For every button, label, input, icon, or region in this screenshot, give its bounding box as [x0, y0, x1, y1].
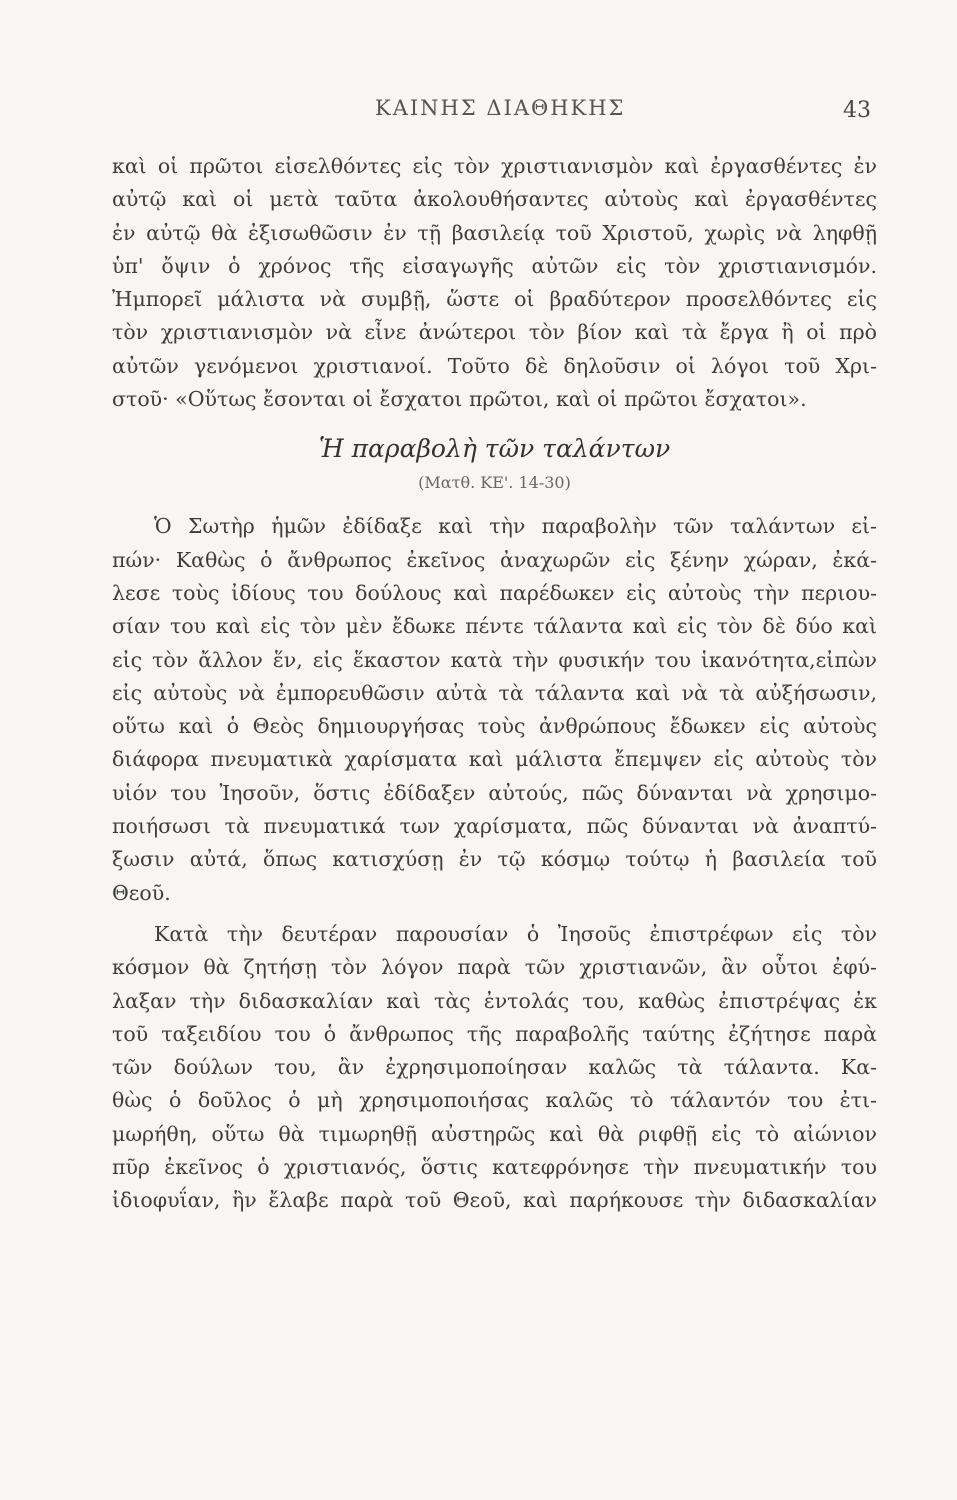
text-line: τοῦ ταξειδίου του ὁ ἄνθρωπος τῆς παραβολῆς ταύτης ἐζήτησε παρὰ — [112, 1021, 877, 1046]
text-line: Ἠμπορεῖ μάλιστα νὰ συμβῇ, ὥστε οἱ βραδύτερον προσελθόντες εἰς — [112, 287, 877, 312]
text-line: πῦρ ἐκεῖνος ὁ χριστιανός, ὅστις κατεφρόνησε τὴν πνευματικήν του — [112, 1155, 877, 1180]
text-line: σίαν του καὶ εἰς τὸν μὲν ἔδωκε πέντε τάλαντα καὶ εἰς τὸν δὲ δύο καὶ — [112, 614, 877, 639]
text-line: Θεοῦ. — [112, 880, 171, 905]
paragraph-1 — [112, 150, 877, 416]
section-heading: Ἡ παραβολὴ τῶν ταλάντων — [318, 434, 671, 464]
paragraph-2 — [112, 510, 877, 910]
text-line: μωρήθη, οὕτω θὰ τιμωρηθῇ αὐστηρῶς καὶ θὰ ριφθῇ εἰς τὸ αἰώνιον — [112, 1121, 877, 1146]
paragraph-3 — [112, 918, 877, 1218]
paragraph-gap — [112, 910, 877, 918]
body-text — [112, 150, 877, 1218]
text-line: ποιήσωσι τὰ πνευματικά των χαρίσματα, πῶς δύνανται νὰ ἀναπτύ- — [112, 814, 877, 839]
text-line: ὑπ' ὄψιν ὁ χρόνος τῆς εἰσαγωγῆς αὐτῶν εἰς τὸν χριστιανισμόν. — [112, 253, 877, 278]
running-title: ΚΑΙΝΗΣ ΔΙΑΘΗΚΗΣ — [375, 96, 626, 120]
text-line: Κατὰ τὴν δευτέραν παρουσίαν ὁ Ἰησοῦς ἐπιστρέφων εἰς τὸν — [154, 921, 877, 946]
text-line: ἐν αὐτῷ θὰ ἐξισωθῶσιν ἐν τῇ βασιλείᾳ τοῦ Χριστοῦ, χωρὶς νὰ ληφθῇ — [112, 220, 877, 245]
text-line: αὐτῷ καὶ οἱ μετὰ ταῦτα ἀκολουθήσαντες αὐτοὺς καὶ ἐργασθέντες — [112, 187, 877, 212]
text-line: κόσμον θὰ ζητήσῃ τὸν λόγον παρὰ τῶν χριστιανῶν, ἂν οὗτοι ἐφύ- — [112, 955, 877, 980]
text-line: αὐτῶν γενόμενοι χριστιανοί. Τοῦτο δὲ δηλοῦσιν οἱ λόγοι τοῦ Χρι- — [112, 353, 877, 378]
text-line: διάφορα πνευματικὰ χαρίσματα καὶ μάλιστα ἔπεμψεν εἰς αὐτοὺς τὸν — [112, 747, 877, 772]
text-line: καὶ οἱ πρῶτοι εἰσελθόντες εἰς τὸν χριστιανισμὸν καὶ ἐργασθέντες ἐν — [112, 154, 877, 178]
text-line: υἱόν του Ἰησοῦν, ὅστις ἐδίδαξεν αὐτούς, πῶς δύνανται νὰ χρησιμο- — [112, 780, 877, 805]
text-line: πών· Καθὼς ὁ ἄνθρωπος ἐκεῖνος ἀναχωρῶν εἰς ξένην χώραν, ἐκά- — [112, 547, 877, 572]
text-line: εἰς τὸν ἄλλον ἕν, εἰς ἕκαστον κατὰ τὴν φυσικήν του ἱκανότητα,εἰπὼν — [112, 647, 877, 672]
text-line: τὸν χριστιανισμὸν νὰ εἶνε ἀνώτεροι τὸν βίον καὶ τὰ ἔργα ἢ οἱ πρὸ — [112, 320, 877, 345]
text-line: λεσε τοὺς ἰδίους του δούλους καὶ παρέδωκεν εἰς αὐτοὺς τὴν περιου- — [112, 580, 877, 605]
page-number: 43 — [843, 98, 871, 123]
text-line: εἰς αὐτοὺς νὰ ἐμπορευθῶσιν αὐτὰ τὰ τάλαντα καὶ νὰ τὰ αὐξήσωσιν, — [112, 680, 877, 705]
text-line: Ὁ Σωτὴρ ἡμῶν ἐδίδαξε καὶ τὴν παραβολὴν τῶν ταλάντων εἰ- — [154, 514, 877, 539]
text-line: τῶν δούλων του, ἂν ἐχρησιμοποίησαν καλῶς τὰ τάλαντα. Κα- — [112, 1055, 877, 1080]
text-line: λαξαν τὴν διδασκαλίαν καὶ τὰς ἐντολάς του, καθὼς ἐπιστρέψας ἐκ — [112, 988, 877, 1013]
scripture-reference: (Ματθ. ΚΕ'. 14-30) — [418, 473, 571, 493]
running-head — [0, 96, 957, 136]
text-line: θὼς ὁ δοῦλος ὁ μὴ χρησιμοποιήσας καλῶς τὸ τάλαντόν του ἐτι- — [112, 1088, 877, 1113]
text-line: οὕτω καὶ ὁ Θεὸς δημιουργήσας τοὺς ἀνθρώπους ἔδωκεν εἰς αὐτοὺς — [112, 714, 877, 739]
text-line: ξωσιν αὐτά, ὅπως κατισχύσῃ ἐν τῷ κόσμῳ τούτῳ ἡ βασιλεία τοῦ — [112, 847, 877, 872]
text-line: ἰδιοφυΐαν, ἣν ἔλαβε παρὰ τοῦ Θεοῦ, καὶ παρήκουσε τὴν διδασκαλίαν — [112, 1188, 877, 1213]
text-line: στοῦ· «Οὕτως ἔσονται οἱ ἔσχατοι πρῶτοι, καὶ οἱ πρῶτοι ἔσχατοι». — [112, 387, 807, 412]
